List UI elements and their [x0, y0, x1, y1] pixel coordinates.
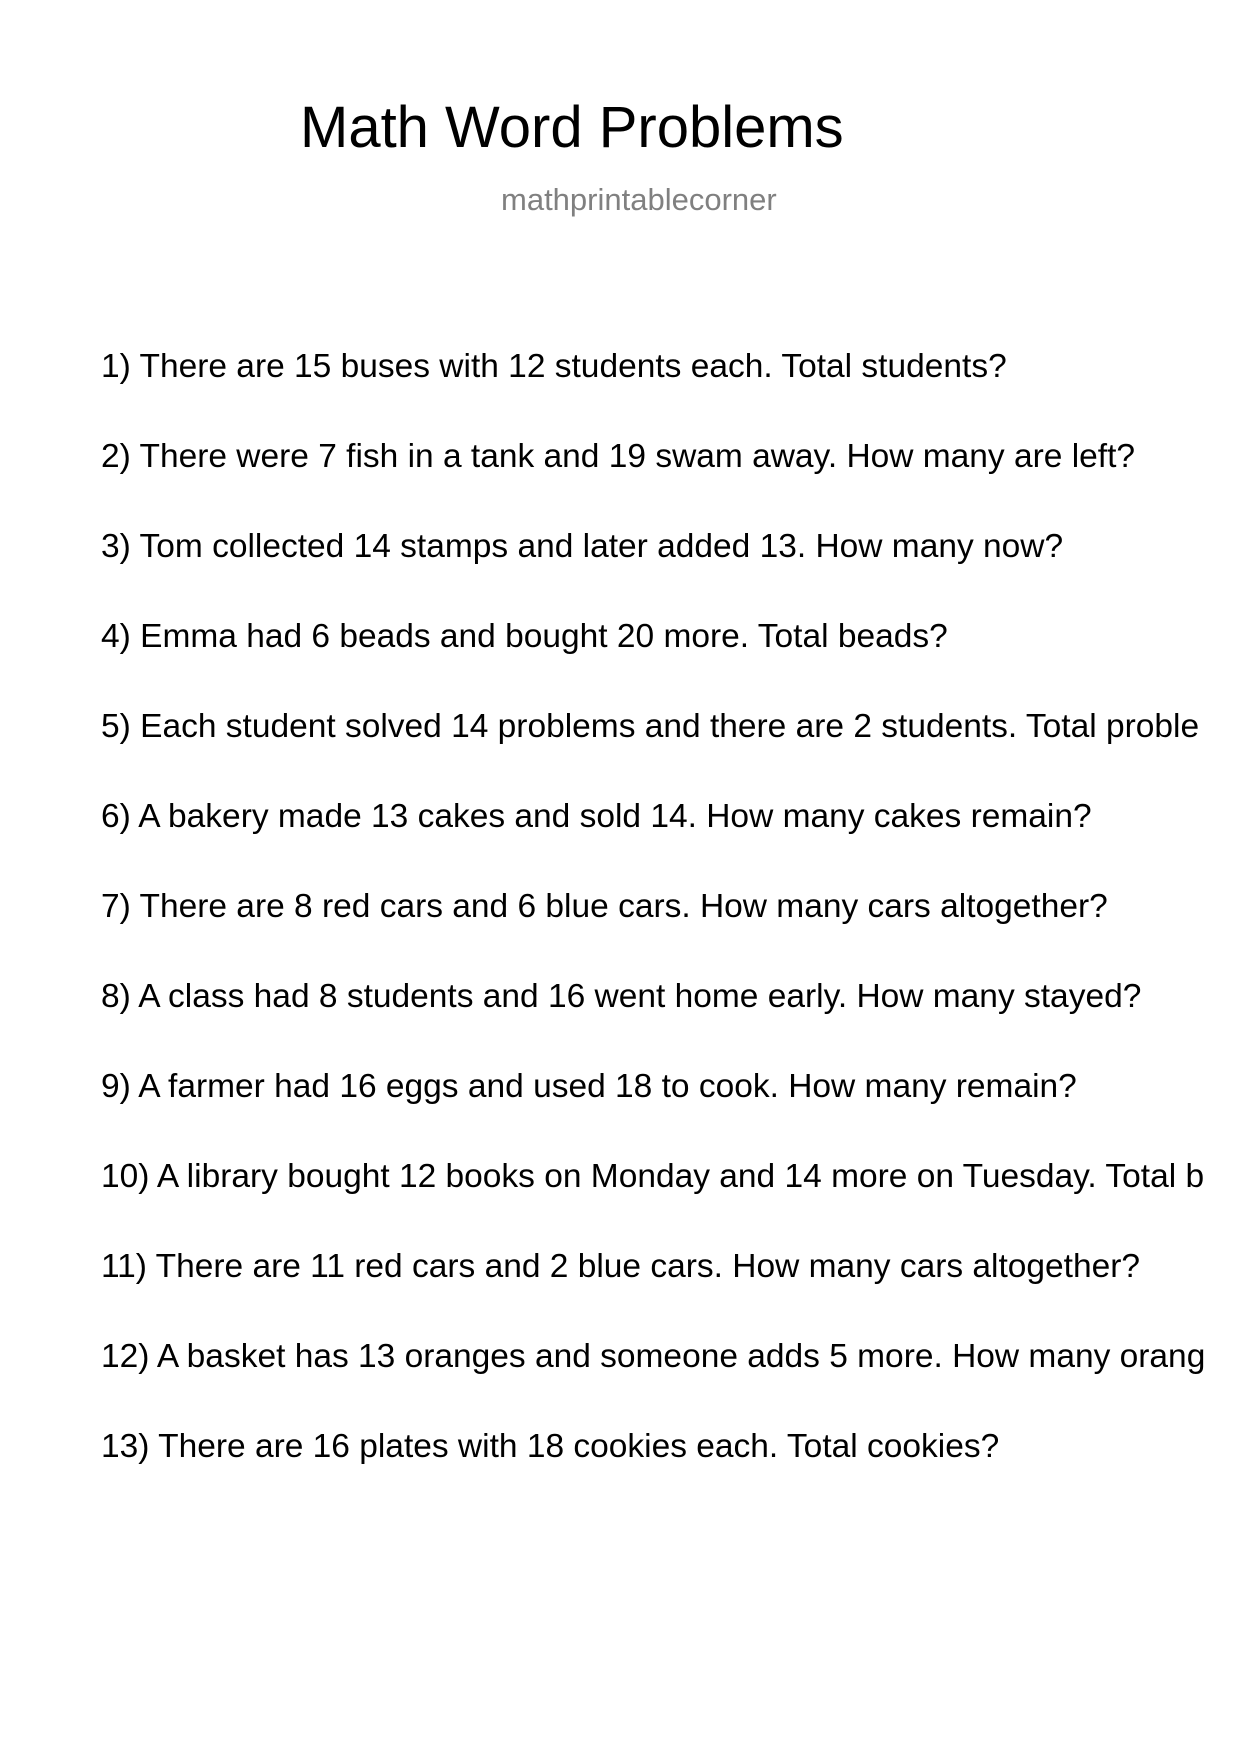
problem-1: 1) There are 15 buses with 12 students each. Total students?	[101, 348, 1007, 385]
page-subtitle: mathprintablecorner	[501, 182, 777, 217]
problem-3: 3) Tom collected 14 stamps and later added 13. How many now?	[101, 528, 1064, 565]
problem-7: 7) There are 8 red cars and 6 blue cars. How many cars altogether?	[101, 888, 1108, 925]
problem-6: 6) A bakery made 13 cakes and sold 14. How many cakes remain?	[101, 798, 1092, 835]
problem-12: 12) A basket has 13 oranges and someone adds 5 more. How many orang	[101, 1338, 1206, 1375]
problem-2: 2) There were 7 fish in a tank and 19 swam away. How many are left?	[101, 438, 1136, 475]
problem-9: 9) A farmer had 16 eggs and used 18 to cook. How many remain?	[101, 1068, 1077, 1105]
problem-4: 4) Emma had 6 beads and bought 20 more. Total beads?	[101, 618, 948, 655]
problem-list	[101, 347, 1240, 1517]
problem-10: 10) A library bought 12 books on Monday and 14 more on Tuesday. Total b	[101, 1158, 1205, 1195]
problem-5: 5) Each student solved 14 problems and there are 2 students. Total proble	[101, 708, 1200, 745]
problem-8: 8) A class had 8 students and 16 went home early. How many stayed?	[101, 978, 1142, 1015]
problem-11: 11) There are 11 red cars and 2 blue cars. How many cars altogether?	[101, 1248, 1141, 1285]
problem-13: 13) There are 16 plates with 18 cookies each. Total cookies?	[101, 1428, 1000, 1465]
page-title: Math Word Problems	[300, 95, 844, 160]
